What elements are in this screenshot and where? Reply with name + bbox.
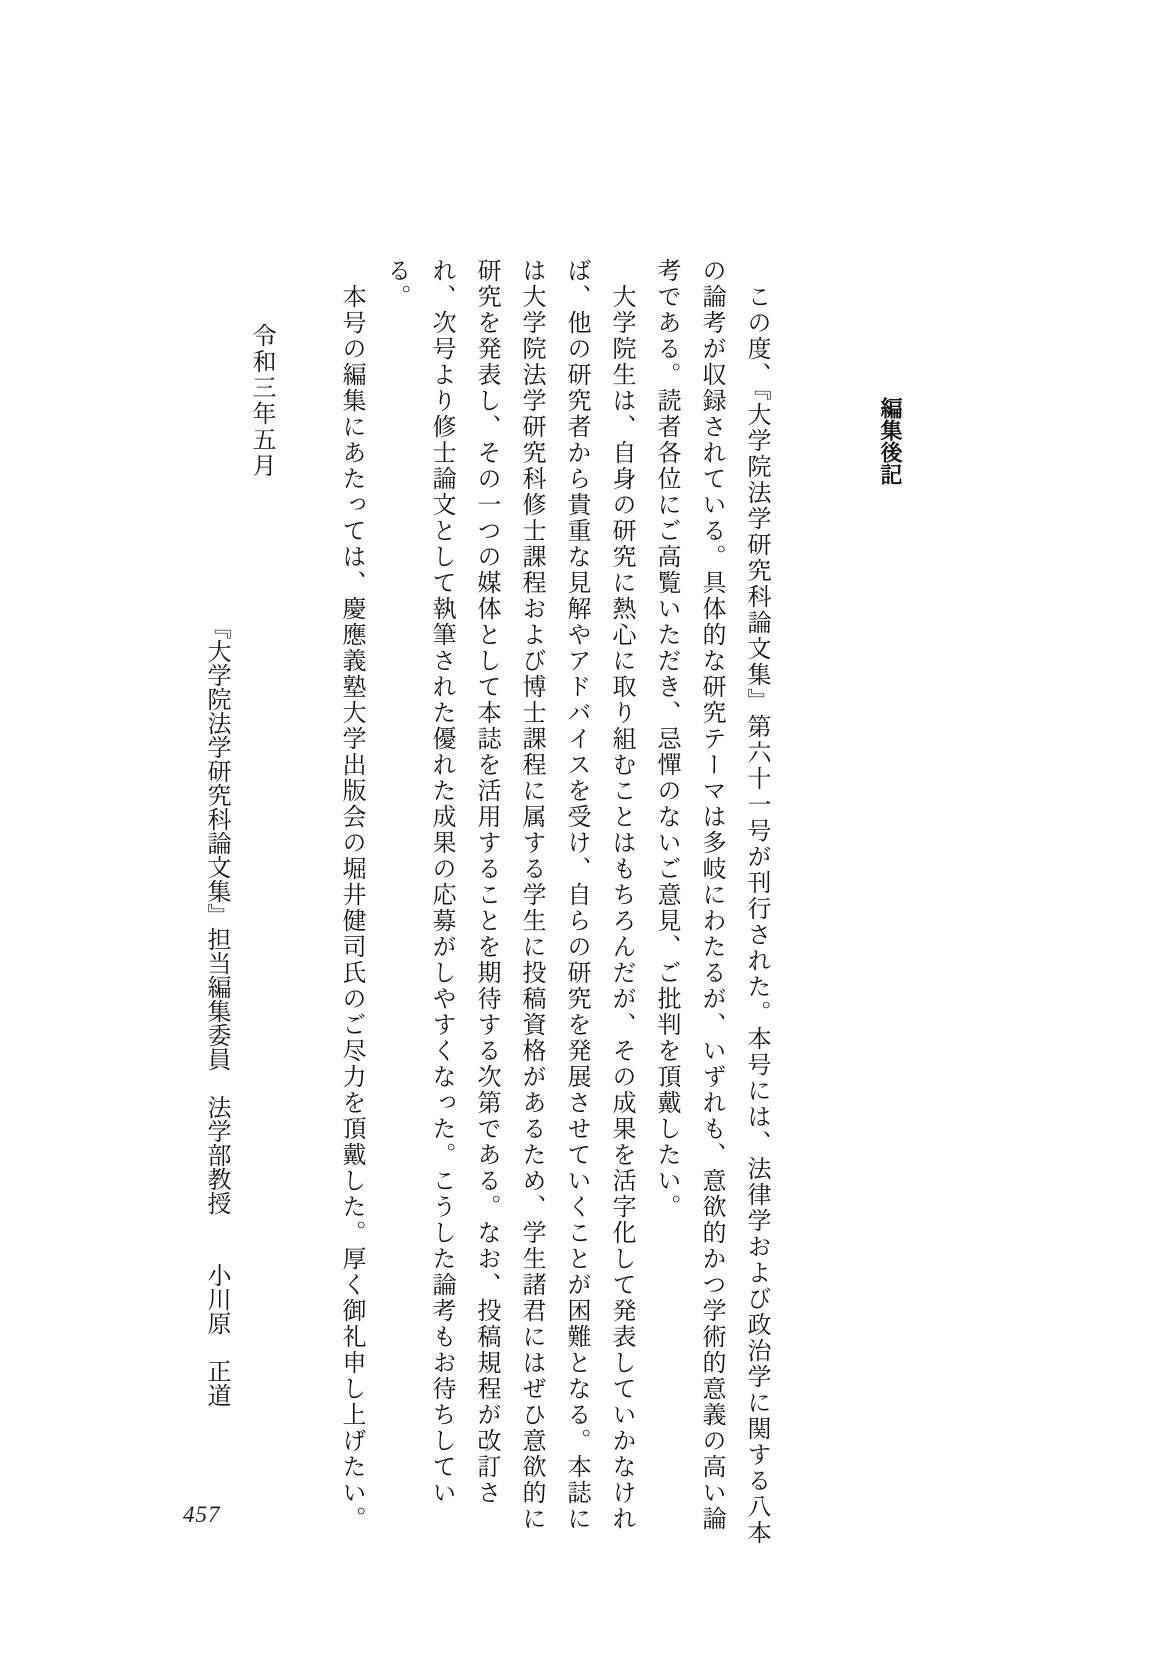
paragraph-submission-call: 大学院生は、自身の研究に熱心に取り組むことはもちろんだが、その成果を活字化して発表していかなければ、他の研究者から貴重な見解やアドバイスを受け、自らの研究を発展させていくことが困難となる。本誌には大学院法学研究科修士課程および博士課程に属する学生に投稿資格があるため、学生諸君にはぜひ意欲的に研究を発表し、その一つの媒体として本誌を活用することを期待する次第である。なお、投稿規程が改訂され、次号より修士論文として執筆された優れた成果の応募がしやすくなった。こうした論考もお待ちしている。 bbox=[383, 258, 634, 1532]
vertical-text-area bbox=[153, 258, 913, 1550]
date-line: 令和三年五月 bbox=[248, 323, 274, 479]
paragraph-acknowledgement: 本号の編集にあたっては、慶應義塾大学出版会の堀井健司氏のご尽力を頂戴した。厚く御礼申し上げたい。 bbox=[338, 284, 364, 1532]
page-number: 457 bbox=[183, 1502, 221, 1527]
editor-signature: 『大学院法学研究科論文集』担当編集委員 法学部教授 小川原 正道 bbox=[203, 615, 229, 1407]
paragraph-intro: この度、『大学院法学研究科論文集』第六十一号が刊行された。本号には、法律学および政治学に関する八本の論考が収録されている。具体的な研究テーマは多岐にわたるが、いずれも、意欲的かつ学術的意義の高い論考である。読者各位にご高覧いただき、忌憚のないご意見、ご批判を頂戴したい。 bbox=[653, 258, 769, 1546]
page-title: 編集後記 bbox=[878, 397, 903, 485]
